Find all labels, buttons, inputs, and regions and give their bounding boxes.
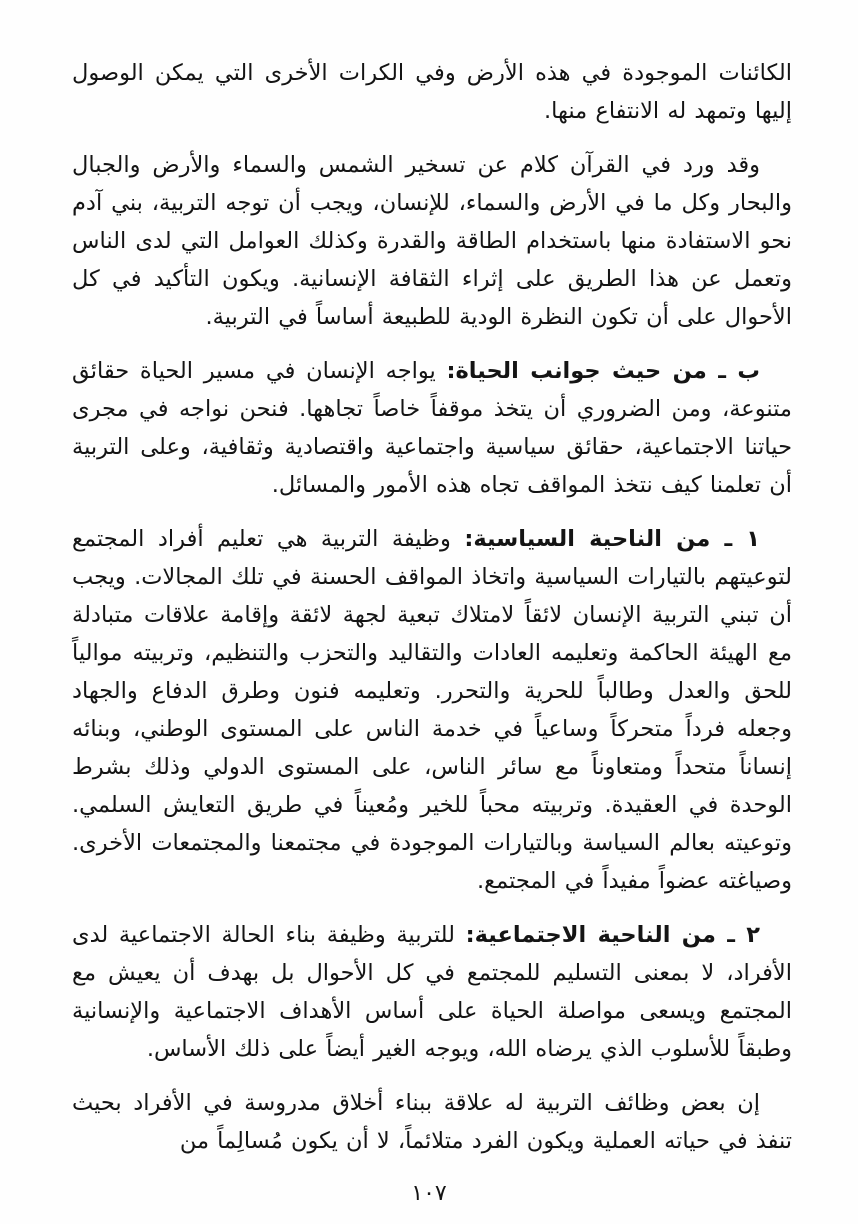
paragraph-life-aspects	[72, 352, 792, 504]
paragraph-quran-subjection	[72, 146, 792, 336]
paragraph-morals-function	[72, 1084, 792, 1160]
paragraph-continuation	[72, 54, 792, 130]
paragraph-political-aspect	[72, 520, 792, 900]
paragraph-social-aspect	[72, 916, 792, 1068]
paragraph-text: وقد ورد في القرآن كلام عن تسخير الشمس والسماء والأرض والجبال والبحار وكل ما في الأرض والسماء، للإنسان، ويجب أن توجه التربية، بني آدم نحو الاستفادة منها باستخدام الطاقة والقدرة وكذلك العوامل التي لدى الناس وتعمل عن هذا الطريق على إثراء الثقافة الإنسانية. ويكون التأكيد في كل الأحوال على أن تكون النظرة الودية للطبيعة أساساً في التربية.	[72, 152, 792, 330]
paragraph-text: يواجه الإنسان في مسير الحياة حقائق متنوعة، ومن الضروري أن يتخذ موقفاً خاصاً تجاهها. فنحن نواجه في مجرى حياتنا الاجتماعية، حقائق سياسية واجتماعية واقتصادية وثقافية، وعلى التربية أن تعلمنا كيف نتخذ المواقف تجاه هذه الأمور والمسائل.	[72, 358, 792, 498]
paragraph-text: إن بعض وظائف التربية له علاقة ببناء أخلاق مدروسة في الأفراد بحيث تنفذ في حياته العملية ويكون الفرد متلائماً، لا أن يكون مُسالِماً من	[72, 1090, 792, 1154]
paragraph-text: وظيفة التربية هي تعليم أفراد المجتمع لتوعيتهم بالتيارات السياسية واتخاذ المواقف الحسنة في تلك المجالات. ويجب أن تبني التربية الإنسان لائقاً لامتلاك تبعية لجهة لائقة وإقامة علاقات متبادلة مع الهيئة الحاكمة وتعليمه العادات والتقاليد والتحزب والتنظيم، وتربيته موالياً للحق والعدل وطالباً للحرية والتحرر. وتعليمه فنون وطرق الدفاع والجهاد وجعله فرداً متحركاً وساعياً في خدمة الناس على المستوى الوطني، وبنائه إنساناً متحداً ومتعاوناً مع سائر الناس، على المستوى الدولي وذلك بشرط الوحدة في العقيدة. وتربيته محباً للخير ومُعيناً في طريق التعايش السلمي. وتوعيته بعالم السياسة وبالتيارات الموجودة في مجتمعنا والمجتمعات الأخرى. وصياغته عضواً مفيداً في المجتمع.	[72, 526, 792, 894]
paragraph-text: الكائنات الموجودة في هذه الأرض وفي الكرات الأخرى التي يمكن الوصول إليها وتمهد له الانتفاع منها.	[72, 60, 792, 124]
page-number: ١٠٧	[411, 1181, 447, 1206]
paragraph-lead-bold: ب ـ من حيث جوانب الحياة:	[446, 358, 760, 384]
paragraph-lead-bold: ١ ـ من الناحية السياسية:	[464, 526, 761, 552]
paragraph-text: للتربية وظيفة بناء الحالة الاجتماعية لدى الأفراد، لا بمعنى التسليم للمجتمع في كل الأحوال بل بهدف أن يعيش مع المجتمع ويسعى مواصلة الحياة على أساس الأهداف الاجتماعية والإنسانية وطبقاً للأسلوب الذي يرضاه الله، ويوجه الغير أيضاً على ذلك الأساس.	[72, 922, 792, 1062]
paragraph-lead-bold: ٢ ـ من الناحية الاجتماعية:	[465, 922, 761, 948]
